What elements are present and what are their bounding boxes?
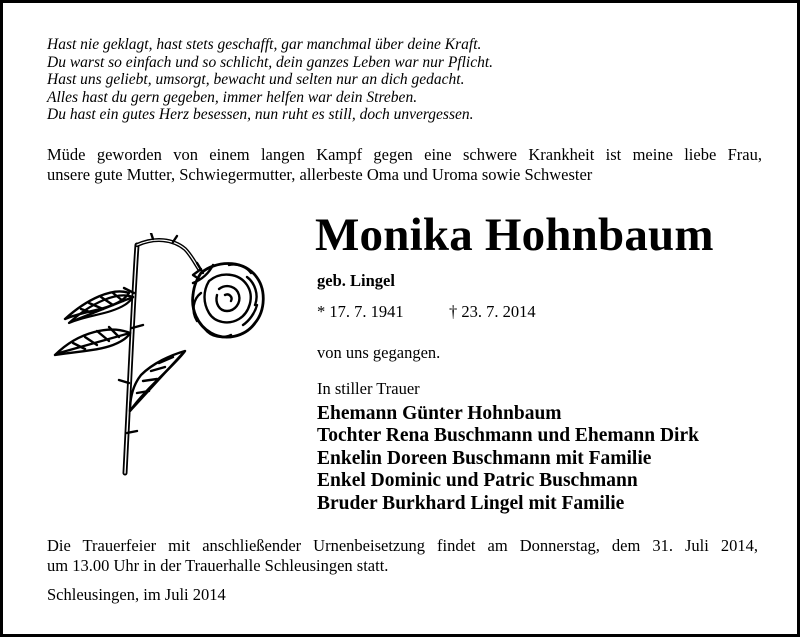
mourning-intro: In stiller Trauer xyxy=(317,379,420,398)
poem-line: Hast uns geliebt, umsorgt, bewacht und selten nur an dich gedacht. xyxy=(47,71,465,89)
poem-line: Alles hast du gern gegeben, immer helfen war dein Streben. xyxy=(47,88,418,106)
funeral-line: um 13.00 Uhr in der Trauerhalle Schleusingen statt. xyxy=(47,556,389,575)
passed-text: von uns gegangen. xyxy=(317,343,441,362)
deceased-name: Monika Hohnbaum xyxy=(315,209,714,261)
mourner-entry: Enkelin Doreen Buschmann mit Familie xyxy=(317,447,652,469)
birth-date: * 17. 7. 1941 xyxy=(317,302,404,321)
intro-text xyxy=(47,145,762,185)
mourner-entry: Bruder Burkhard Lingel mit Familie xyxy=(317,492,625,514)
rose-icon xyxy=(33,233,273,483)
poem-line: Du hast ein gutes Herz besessen, nun ruht es still, doch unvergessen. xyxy=(47,106,474,124)
mourner-entry: Ehemann Günter Hohnbaum xyxy=(317,403,562,424)
intro-line: unsere gute Mutter, Schwiegermutter, allerbeste Oma und Uroma sowie Schwester xyxy=(47,165,593,184)
mourners-list xyxy=(317,403,699,515)
death-date: † 23. 7. 2014 xyxy=(449,302,536,321)
funeral-info xyxy=(47,536,758,576)
memorial-poem xyxy=(47,36,767,124)
poem-line: Hast nie geklagt, hast stets geschafft, gar manchmal über deine Kraft. xyxy=(47,36,482,53)
place-date: Schleusingen, im Juli 2014 xyxy=(47,585,226,604)
mourner-entry: Tochter Rena Buschmann und Ehemann Dirk xyxy=(317,425,699,447)
poem-line: Du warst so einfach und so schlicht, dein ganzes Leben war nur Pflicht. xyxy=(47,53,494,71)
intro-line: Müde geworden von einem langen Kampf gegen eine schwere Krankheit ist meine liebe Frau, xyxy=(47,145,762,164)
funeral-line: Die Trauerfeier mit anschließender Urnenbeisetzung findet am Donnerstag, dem 31. Juli 2014, xyxy=(47,536,758,555)
mourner-entry: Enkel Dominic und Patric Buschmann xyxy=(317,470,638,492)
maiden-name: geb. Lingel xyxy=(317,271,395,290)
